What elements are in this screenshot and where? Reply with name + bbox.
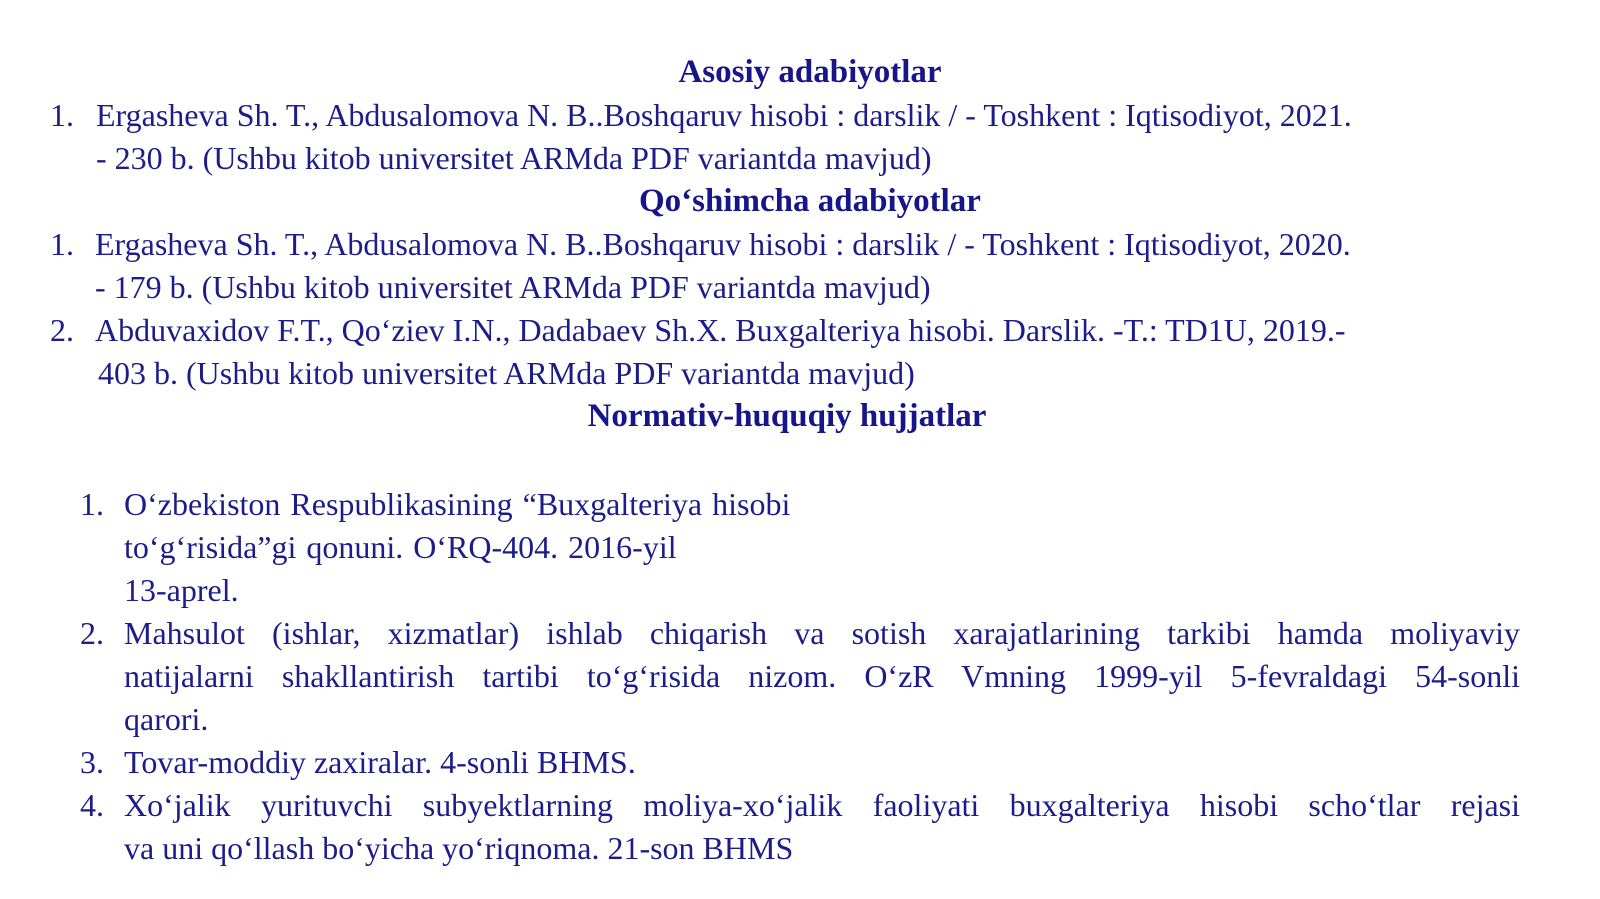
- reference-line: va uni qo‘llash bo‘yicha yo‘riqnoma. 21-son BHMS: [124, 830, 794, 866]
- reference-line: - 179 b. (Ushbu kitob universitet ARMda PDF variantda mavjud): [95, 269, 931, 305]
- normative-item-1: [80, 483, 980, 612]
- reference-line: Abduvaxidov F.T., Qo‘ziev I.N., Dadabaev Sh.X. Buxgalteriya hisobi. Darslik. -T.: TD1U, 2019.-: [95, 312, 1346, 348]
- reference-line: Ergasheva Sh. T., Abdusalomova N. B..Boshqaruv hisobi : darslik / - Toshkent : Iqtisodiyot, 2021.: [96, 97, 1352, 133]
- item-number: 4.: [80, 787, 104, 823]
- normative-item-4: [80, 784, 1520, 870]
- item-number: 1.: [50, 97, 74, 133]
- heading-normative-documents: Normativ-huquqiy hujjatlar: [587, 398, 987, 434]
- reference-line: - 230 b. (Ushbu kitob universitet ARMda PDF variantda mavjud): [96, 140, 932, 176]
- reference-line: natijalarni shakllantirish tartibi to‘g‘risida nizom. O‘zR Vmning 1999-yil 5-fevraldagi 54-sonli: [124, 658, 1520, 694]
- main-reference-item-1: [50, 94, 1550, 180]
- reference-line: Mahsulot (ishlar, xizmatlar) ishlab chiqarish va sotish xarajatlarining tarkibi hamda moliyaviy: [124, 615, 1520, 651]
- item-number: 2.: [50, 312, 74, 348]
- reference-line: 13-aprel.: [124, 572, 239, 608]
- reference-line: O‘zbekiston Respublikasining “Buxgalteriya hisobi: [124, 486, 791, 522]
- item-number: 1.: [80, 486, 104, 522]
- reference-line: 403 b. (Ushbu kitob universitet ARMda PDF variantda mavjud): [98, 355, 915, 391]
- item-number: 3.: [80, 744, 104, 780]
- item-number: 1.: [50, 226, 74, 262]
- normative-item-2: [80, 612, 1520, 741]
- additional-reference-item-2: [50, 309, 1550, 395]
- reference-line: Ergasheva Sh. T., Abdusalomova N. B..Boshqaruv hisobi : darslik / - Toshkent : Iqtisodiyot, 2020.: [95, 226, 1351, 262]
- additional-reference-item-1: [50, 223, 1550, 309]
- item-number: 2.: [80, 615, 104, 651]
- reference-line: Tovar-moddiy zaxiralar. 4-sonli BHMS.: [124, 744, 636, 780]
- normative-item-3: [80, 741, 1520, 784]
- reference-line: to‘g‘risida”gi qonuni. O‘RQ-404. 2016-yil: [124, 529, 677, 565]
- heading-main-literature: Asosiy adabiyotlar: [678, 54, 942, 90]
- reference-line: Xo‘jalik yurituvchi subyektlarning moliya-xo‘jalik faoliyati buxgalteriya hisobi scho‘tlar rejasi: [124, 787, 1520, 823]
- heading-additional-literature: Qo‘shimcha adabiyotlar: [639, 183, 981, 219]
- reference-line: qarori.: [124, 701, 209, 737]
